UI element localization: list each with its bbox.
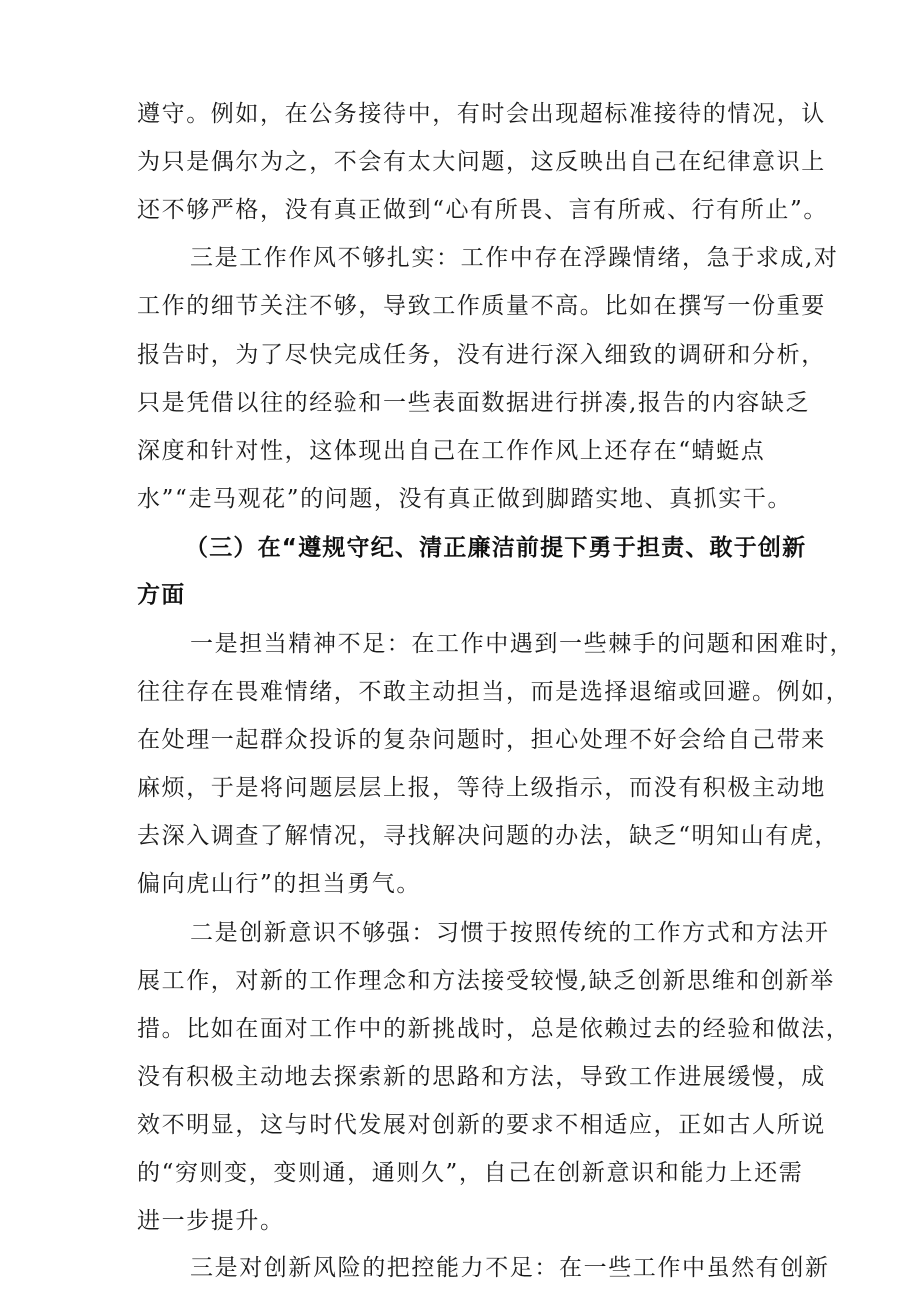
text-line: 一是担当精神不足：在工作中遇到一些棘手的问题和困难时， xyxy=(190,631,855,657)
text-line: 二是创新意识不够强：习惯于按照传统的工作方式和方法开 xyxy=(190,920,830,946)
text-line: 在处理一起群众投诉的复杂问题时，担心处理不好会给自己带来 xyxy=(137,727,826,753)
text-line: 报告时，为了尽快完成任务，没有进行深入细致的调研和分析， xyxy=(137,342,826,368)
text-line: 三是工作作风不够扎实：工作中存在浮躁情绪，急于求成,对 xyxy=(190,245,839,271)
text-line: 三是对创新风险的把控能力不足：在一些工作中虽然有创新 xyxy=(190,1255,830,1281)
text-line: 遵守。例如，在公务接待中，有时会出现超标准接待的情况，认 xyxy=(137,101,826,127)
text-line: 水”“走马观花”的问题，没有真正做到脚踏实地、真抓实干。 xyxy=(137,486,793,512)
text-line: 工作的细节关注不够，导致工作质量不高。比如在撰写一份重要 xyxy=(137,293,826,319)
text-line: 为只是偶尔为之，不会有太大问题，这反映出自己在纪律意识上 xyxy=(137,149,826,175)
text-line: 进一步提升。 xyxy=(137,1208,285,1234)
text-line: 效不明显，这与时代发展对创新的要求不相适应，正如古人所说 xyxy=(137,1112,826,1138)
section-heading: （三）在“遵规守纪、清正廉洁前提下勇于担责、敢于创新 xyxy=(185,535,807,561)
text-line: 往往存在畏难情绪，不敢主动担当，而是选择退缩或回避。例如， xyxy=(137,679,851,705)
text-line: 展工作，对新的工作理念和方法接受较慢,缺乏创新思维和创新举 xyxy=(137,968,835,994)
text-line: 只是凭借以往的经验和一些表面数据进行拼凑,报告的内容缺乏 xyxy=(137,390,811,416)
text-line: 麻烦，于是将问题层层上报，等待上级指示，而没有积极主动地 xyxy=(137,775,826,801)
text-line: 没有积极主动地去探索新的思路和方法，导致工作进展缓慢，成 xyxy=(137,1064,826,1090)
text-line: 措。比如在面对工作中的新挑战时，总是依赖过去的经验和做法， xyxy=(137,1016,851,1042)
text-line: 还不够严格，没有真正做到“心有所畏、言有所戒、行有所止”。 xyxy=(137,197,828,223)
section-heading-continued: 方面 xyxy=(137,582,186,608)
text-line: 去深入调查了解情况，寻找解决问题的办法，缺乏“明知山有虎， xyxy=(137,823,840,849)
text-line: 深度和针对性，这体现出自己在工作作风上还存在“蜻蜓点 xyxy=(137,438,766,464)
text-line: 的“穷则变，变则通，通则久”，自己在创新意识和能力上还需 xyxy=(137,1160,804,1186)
text-line: 偏向虎山行”的担当勇气。 xyxy=(137,871,421,897)
